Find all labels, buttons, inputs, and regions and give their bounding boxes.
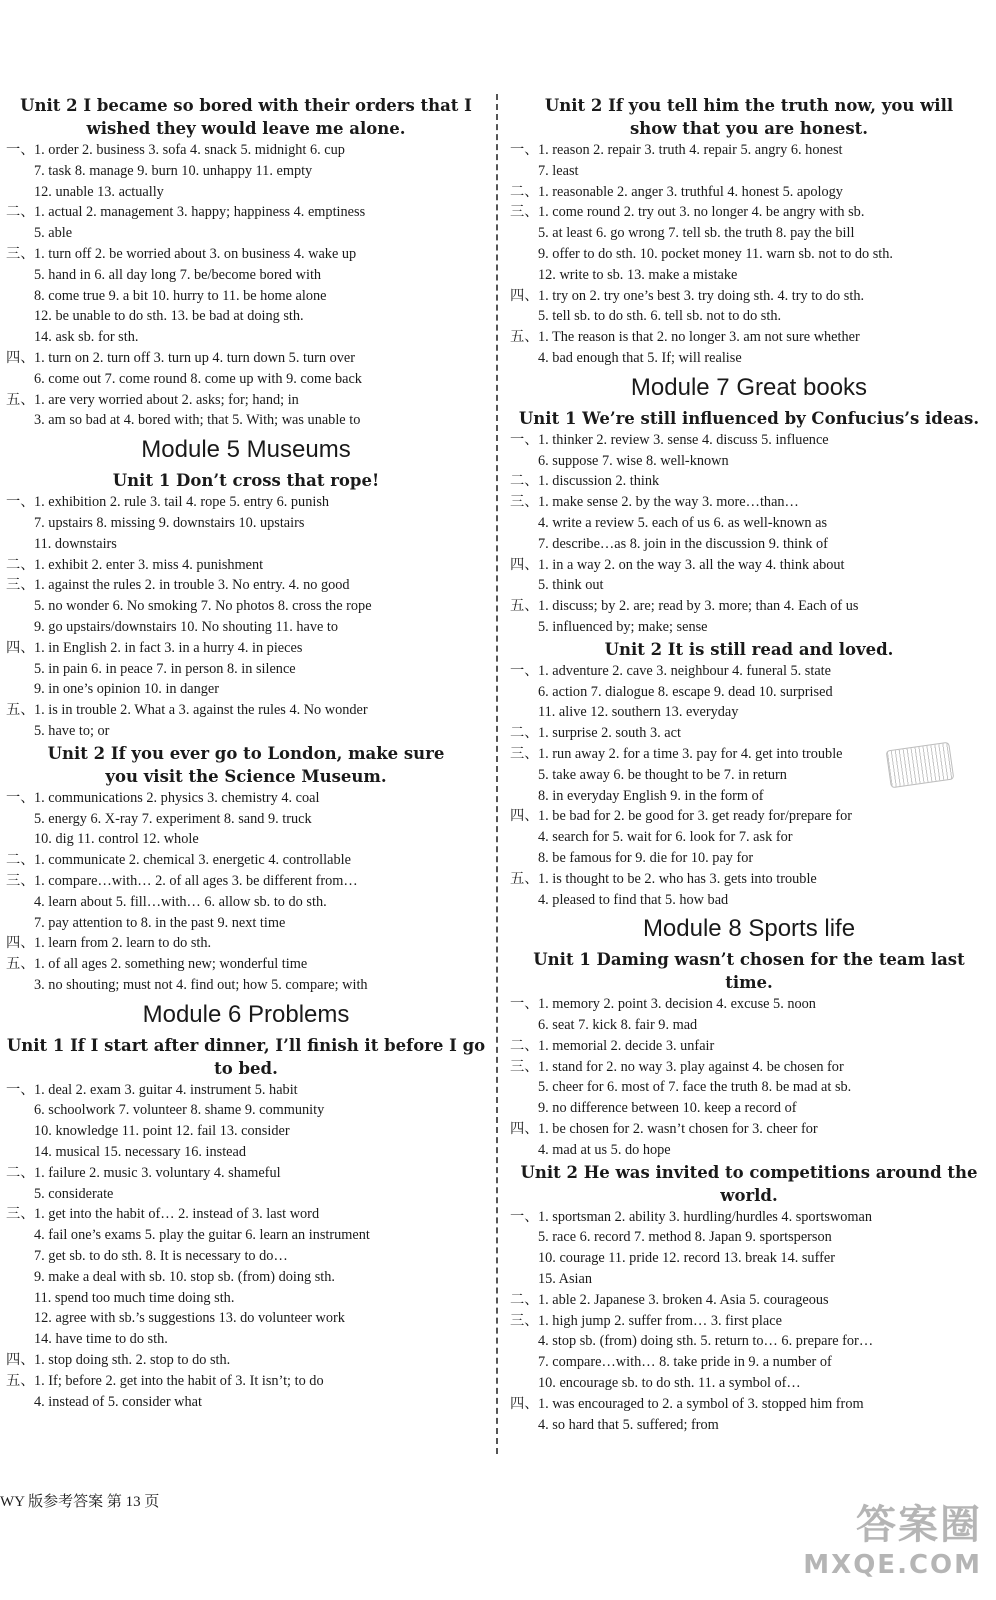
section-number: 二、 [510, 183, 539, 200]
answer-line: 3. no shouting; must not 4. find out; how 5. compare; with [34, 976, 368, 993]
answer-line: 4. bad enough that 5. If; will realise [538, 349, 742, 366]
answer-line: 1. make sense 2. by the way 3. more…than… [538, 494, 799, 511]
section-number: 一、 [510, 142, 539, 158]
answer-section [6, 788, 486, 850]
section-number: 五、 [6, 702, 35, 719]
unit-heading-line: Unit 1 We’re still influenced by Confucius’s ideas. [518, 408, 980, 428]
section-number: 一、 [510, 1208, 539, 1225]
unit-heading-line: wished they would leave me alone. [86, 119, 406, 138]
answer-lines [538, 1311, 988, 1394]
answer-section [6, 1163, 486, 1205]
answer-line: 5. hand in 6. all day long 7. be/become bored with [34, 266, 322, 283]
answer-section [510, 869, 988, 911]
section-number: 一、 [510, 662, 539, 679]
answer-lines [34, 575, 486, 637]
answer-lines [34, 850, 486, 871]
unit-heading [6, 1034, 486, 1080]
answer-section [510, 471, 988, 492]
answer-line: 10. encourage sb. to do sth. 11. a symbol of… [538, 1375, 801, 1392]
answer-section [6, 850, 486, 871]
section-number: 一、 [510, 431, 539, 448]
section-number: 三、 [510, 1312, 539, 1329]
answer-line: 1. failure 2. music 3. voluntary 4. shameful [34, 1164, 281, 1181]
answer-line: 7. task 8. manage 9. burn 10. unhappy 11. empty [34, 162, 313, 179]
answer-line: 4. fail one’s exams 5. play the guitar 6. learn an instrument [34, 1227, 370, 1244]
section-number: 三、 [510, 494, 539, 511]
answer-section [510, 723, 988, 744]
answer-section [510, 1119, 988, 1161]
answer-line: 14. ask sb. for sth. [34, 329, 139, 346]
answer-line: 1. turn off 2. be worried about 3. on business 4. wake up [34, 245, 357, 262]
answer-line: 12. unable 13. actually [34, 183, 164, 200]
answer-lines [34, 1371, 486, 1413]
answer-section [6, 555, 486, 576]
answer-section [6, 575, 486, 637]
section-number: 三、 [510, 1058, 539, 1075]
unit-heading-line: Unit 2 If you ever go to London, make sure [47, 743, 445, 763]
answer-lines [538, 994, 988, 1036]
answer-section [510, 661, 988, 723]
answer-line: 1. in English 2. in fact 3. in a hurry 4. in pieces [34, 639, 303, 656]
answer-line: 9. in one’s opinion 10. in danger [34, 681, 220, 698]
unit-heading-line: Unit 1 If I start after dinner, I’ll finish it before I go to bed. [6, 1035, 486, 1078]
unit-heading-line: Unit 2 If you tell him the truth now, you will [544, 96, 954, 115]
answer-line: 10. courage 11. pride 12. record 13. break 14. suffer [538, 1250, 835, 1267]
section-number: 三、 [6, 577, 35, 594]
answer-line: 5. at least 6. go wrong 7. tell sb. the truth 8. pay the bill [538, 225, 855, 242]
answer-section [6, 348, 486, 390]
answer-section [510, 327, 988, 369]
answer-lines [538, 806, 988, 868]
answer-line: 5. take away 6. be thought to be 7. in return [538, 766, 787, 783]
answer-line: 7. describe…as 8. join in the discussion 9. think of [538, 535, 828, 552]
module-heading: Module 5 Museums [141, 436, 351, 464]
answer-line: 7. least [538, 162, 579, 179]
answer-line: 1. try on 2. try one’s best 3. try doing sth. 4. try to do sth. [538, 287, 865, 304]
answer-lines [538, 471, 988, 492]
answer-line: 1. reason 2. repair 3. truth 4. repair 5. angry 6. honest [538, 142, 843, 158]
answer-lines [538, 430, 988, 472]
answer-section [6, 492, 486, 554]
answer-line: 5. energy 6. X-ray 7. experiment 8. sand 9. truck [34, 810, 312, 827]
section-number: 二、 [6, 852, 35, 869]
section-number: 五、 [6, 391, 35, 408]
answer-line: 1. order 2. business 3. sofa 4. snack 5. midnight 6. cup [34, 142, 345, 158]
answer-line: 11. alive 12. southern 13. everyday [538, 704, 739, 721]
answer-section [510, 140, 988, 182]
answer-line: 1. was encouraged to 2. a symbol of 3. stopped him from [538, 1395, 864, 1412]
unit-heading-line: you visit the Science Museum. [105, 766, 387, 786]
answer-lines [34, 555, 486, 576]
section-number: 一、 [6, 1081, 35, 1098]
answer-line: 1. exhibit 2. enter 3. miss 4. punishment [34, 556, 264, 573]
answer-line: 8. come true 9. a bit 10. hurry to 11. be home alone [34, 287, 327, 304]
answer-line: 1. get into the habit of… 2. instead of 3. last word [34, 1206, 320, 1223]
answer-line: 1. exhibition 2. rule 3. tail 4. rope 5. entry 6. punish [34, 494, 330, 511]
answer-line: 1. memory 2. point 3. decision 4. excuse 5. noon [538, 996, 816, 1013]
answer-line: 5. race 6. record 7. method 8. Japan 9. sportsperson [538, 1229, 832, 1246]
unit-heading [510, 1161, 988, 1207]
section-number: 一、 [6, 494, 35, 511]
answer-section [6, 1204, 486, 1350]
section-number: 三、 [6, 245, 35, 262]
unit-heading-line: Unit 2 It is still read and loved. [604, 639, 894, 659]
unit-heading [510, 94, 988, 140]
section-number: 四、 [510, 287, 539, 304]
unit-heading-line: show that you are honest. [629, 119, 869, 138]
answer-line: 1. be chosen for 2. wasn’t chosen for 3. cheer for [538, 1121, 818, 1138]
section-number: 四、 [510, 808, 539, 825]
answer-section [6, 700, 486, 742]
section-number: 一、 [6, 142, 35, 158]
column-divider [496, 94, 498, 1454]
answer-section [6, 1350, 486, 1371]
answer-lines [34, 348, 486, 390]
answer-line: 7. pay attention to 8. in the past 9. next time [34, 914, 286, 931]
answer-line: 1. communicate 2. chemical 3. energetic 4. controllable [34, 852, 351, 869]
answer-line: 12. agree with sb.’s suggestions 13. do volunteer work [34, 1310, 345, 1327]
answer-line: 5. think out [538, 577, 604, 594]
answer-line: 1. against the rules 2. in trouble 3. No entry. 4. no good [34, 577, 350, 594]
answer-lines [538, 661, 988, 723]
answer-section [6, 638, 486, 700]
answer-line: 14. musical 15. necessary 16. instead [34, 1144, 247, 1161]
answer-lines [34, 1163, 486, 1205]
answer-line: 12. write to sb. 13. make a mistake [538, 266, 738, 283]
section-number: 四、 [6, 349, 35, 366]
answer-lines [538, 1290, 988, 1311]
answer-lines [538, 555, 988, 597]
answer-line: 1. run away 2. for a time 3. pay for 4. get into trouble [538, 745, 843, 762]
answer-lines [538, 286, 988, 328]
answer-line: 4. instead of 5. consider what [34, 1393, 202, 1410]
answer-line: 4. search for 5. wait for 6. look for 7. ask for [538, 829, 793, 846]
answer-line: 5. in pain 6. in peace 7. in person 8. in silence [34, 660, 296, 677]
answer-line: 4. learn about 5. fill…with… 6. allow sb. to do sth. [34, 893, 327, 910]
answer-line: 1. The reason is that 2. no longer 3. am not sure whether [538, 329, 860, 346]
answer-lines [34, 492, 486, 554]
module-heading: Module 6 Problems [142, 1000, 350, 1028]
answer-line: 1. stop doing sth. 2. stop to do sth. [34, 1352, 231, 1369]
answer-line: 1. adventure 2. cave 3. neighbour 4. funeral 5. state [538, 662, 831, 679]
answer-line: 6. come out 7. come round 8. come up with 9. come back [34, 370, 362, 387]
answer-line: 4. stop sb. (from) doing sth. 5. return to… 6. prepare for… [538, 1333, 874, 1350]
section-number: 四、 [6, 1352, 35, 1369]
answer-line: 1. discuss; by 2. are; read by 3. more; than 4. Each of us [538, 598, 859, 615]
answer-lines [538, 869, 988, 911]
module-heading: Module 7 Great books [630, 373, 868, 401]
answer-line: 1. learn from 2. learn to do sth. [34, 935, 212, 952]
answer-line: 5. have to; or [34, 722, 110, 739]
answer-line: 4. so hard that 5. suffered; from [538, 1416, 719, 1433]
answer-line: 5. able [34, 225, 73, 242]
section-number: 二、 [6, 204, 35, 221]
section-number: 四、 [6, 639, 35, 656]
answer-lines [34, 700, 486, 742]
answer-line: 9. no difference between 10. keep a record of [538, 1100, 797, 1117]
unit-heading-line: Unit 2 I became so bored with their orders that I [20, 96, 472, 115]
answer-line: 10. knowledge 11. point 12. fail 13. consider [34, 1123, 290, 1140]
answer-line: 5. tell sb. to do sth. 6. tell sb. not to do sth. [538, 308, 782, 325]
answer-section [510, 1311, 988, 1394]
section-number: 三、 [6, 872, 35, 889]
answer-lines [538, 1394, 988, 1436]
answer-line: 1. is thought to be 2. who has 3. gets into trouble [538, 870, 817, 887]
answer-section [510, 1036, 988, 1057]
unit-heading-line: Unit 1 Don’t cross that rope! [112, 471, 380, 491]
section-number: 四、 [510, 556, 539, 573]
answer-section [6, 954, 486, 996]
answer-lines [34, 244, 486, 348]
unit-heading [510, 407, 988, 430]
answer-section [510, 1290, 988, 1311]
answer-lines [34, 202, 486, 244]
section-number: 二、 [510, 473, 539, 490]
answer-lines [538, 596, 988, 638]
unit-heading [6, 742, 486, 788]
answer-lines [34, 871, 486, 933]
answer-line: 7. compare…with… 8. take pride in 9. a number of [538, 1354, 832, 1371]
unit-heading-line: Unit 2 He was invited to competitions around the world. [520, 1162, 978, 1205]
unit-heading [510, 638, 988, 661]
answer-lines [34, 933, 486, 954]
answer-lines [538, 723, 988, 744]
unit-heading-line: Unit 1 Daming wasn’t chosen for the team last time. [533, 950, 965, 993]
answer-line: 9. make a deal with sb. 10. stop sb. (from) doing sth. [34, 1268, 335, 1285]
left-column [6, 94, 486, 1412]
answer-line: 1. actual 2. management 3. happy; happiness 4. emptiness [34, 204, 366, 221]
answer-line: 8. in everyday English 9. in the form of [538, 787, 764, 804]
answer-section [6, 140, 486, 202]
answer-line: 1. memorial 2. decide 3. unfair [538, 1037, 715, 1054]
answer-line: 1. thinker 2. review 3. sense 4. discuss 5. influence [538, 431, 829, 448]
answer-lines [538, 492, 988, 554]
answer-line: 6. schoolwork 7. volunteer 8. shame 9. community [34, 1102, 325, 1119]
answer-line: 4. mad at us 5. do hope [538, 1141, 671, 1158]
answer-lines [34, 1080, 486, 1163]
answer-line: 11. spend too much time doing sth. [34, 1289, 235, 1306]
answer-lines [538, 182, 988, 203]
answer-lines [34, 1204, 486, 1350]
answer-line: 1. of all ages 2. something new; wonderful time [34, 956, 308, 973]
answer-line: 1. If; before 2. get into the habit of 3. It isn’t; to do [34, 1372, 324, 1389]
unit-heading [510, 948, 988, 994]
section-number: 二、 [6, 1164, 35, 1181]
section-number: 二、 [510, 1291, 539, 1308]
answer-section [6, 202, 486, 244]
section-number: 五、 [510, 870, 539, 887]
answer-lines [538, 327, 988, 369]
section-number: 二、 [510, 1037, 539, 1054]
section-number: 一、 [510, 996, 539, 1013]
section-number: 四、 [510, 1121, 539, 1138]
section-number: 五、 [6, 1372, 35, 1389]
section-number: 二、 [6, 556, 35, 573]
answer-line: 1. sportsman 2. ability 3. hurdling/hurdles 4. sportswoman [538, 1208, 872, 1225]
answer-line: 6. action 7. dialogue 8. escape 9. dead 10. surprised [538, 683, 833, 700]
answer-line: 1. turn on 2. turn off 3. turn up 4. turn down 5. turn over [34, 349, 355, 366]
answer-line: 1. in a way 2. on the way 3. all the way 4. think about [538, 556, 845, 573]
answer-line: 3. am so bad at 4. bored with; that 5. With; was unable to [34, 412, 361, 429]
answer-section [510, 182, 988, 203]
watermark-url: MXQE.COM [803, 1550, 982, 1580]
answer-section [510, 1394, 988, 1436]
answer-lines [34, 1350, 486, 1371]
unit-heading [6, 469, 486, 492]
answer-line: 1. deal 2. exam 3. guitar 4. instrument 5. habit [34, 1081, 298, 1098]
answer-line: 12. be unable to do sth. 13. be bad at doing sth. [34, 308, 304, 325]
answer-line: 5. no wonder 6. No smoking 7. No photos 8. cross the rope [34, 598, 372, 615]
answer-line: 1. stand for 2. no way 3. play against 4. be chosen for [538, 1058, 844, 1075]
answer-line: 9. offer to do sth. 10. pocket money 11. warn sb. not to do sth. [538, 245, 893, 262]
answer-line: 7. get sb. to do sth. 8. It is necessary to do… [34, 1248, 288, 1265]
answer-line: 1. are very worried about 2. asks; for; hand; in [34, 391, 299, 408]
answer-line: 1. discussion 2. think [538, 473, 660, 490]
answer-section [6, 390, 486, 432]
module-heading: Module 8 Sports life [642, 915, 856, 943]
watermark-logo [782, 1500, 982, 1590]
answer-lines [538, 1057, 988, 1119]
answer-line: 14. have time to do sth. [34, 1331, 168, 1348]
answer-line: 5. influenced by; make; sense [538, 618, 708, 635]
answer-line: 15. Asian [538, 1271, 593, 1288]
answer-lines [538, 1119, 988, 1161]
section-number: 二、 [510, 725, 539, 742]
section-number: 三、 [6, 1206, 35, 1223]
section-number: 五、 [510, 598, 539, 615]
answer-line: 1. be bad for 2. be good for 3. get ready for/prepare for [538, 808, 853, 825]
answer-line: 1. is in trouble 2. What a 3. against the rules 4. No wonder [34, 702, 368, 719]
answer-line: 7. upstairs 8. missing 9. downstairs 10. upstairs [34, 514, 305, 531]
answer-section [510, 596, 988, 638]
answer-lines [34, 954, 486, 996]
answer-line: 5. considerate [34, 1185, 114, 1202]
answer-lines [34, 140, 486, 202]
answer-line: 6. seat 7. kick 8. fair 9. mad [538, 1017, 698, 1034]
answer-line: 1. reasonable 2. anger 3. truthful 4. honest 5. apology [538, 183, 843, 200]
answer-line: 1. come round 2. try out 3. no longer 4. be angry with sb. [538, 204, 865, 221]
answer-line: 6. suppose 7. wise 8. well-known [538, 452, 729, 469]
page-footer: WY 版参考答案 第 13 页 [0, 1494, 160, 1510]
answer-line: 8. be famous for 9. die for 10. pay for [538, 849, 754, 866]
answer-section [6, 1371, 486, 1413]
answer-line: 9. go upstairs/downstairs 10. No shouting 11. have to [34, 618, 339, 635]
answer-section [510, 555, 988, 597]
answer-lines [34, 638, 486, 700]
answer-section [510, 994, 988, 1036]
answer-line: 10. dig 11. control 12. whole [34, 831, 199, 848]
answer-line: 1. compare…with… 2. of all ages 3. be different from… [34, 872, 358, 889]
section-number: 三、 [510, 204, 539, 221]
answer-section [510, 286, 988, 328]
answer-section [510, 430, 988, 472]
answer-line: 1. high jump 2. suffer from… 3. first place [538, 1312, 782, 1329]
section-number: 五、 [510, 329, 539, 346]
answer-section [510, 202, 988, 285]
section-number: 五、 [6, 956, 35, 973]
answer-section [510, 806, 988, 868]
answer-lines [538, 1036, 988, 1057]
answer-section [510, 1057, 988, 1119]
answer-line: 4. write a review 5. each of us 6. as well-known as [538, 514, 828, 531]
answer-section [510, 492, 988, 554]
answer-line: 4. pleased to find that 5. how bad [538, 891, 729, 908]
section-number: 三、 [510, 745, 539, 762]
watermark-text: 答案圈 [856, 1502, 982, 1548]
answer-lines [538, 140, 988, 182]
answer-line: 11. downstairs [34, 535, 117, 552]
unit-heading [6, 94, 486, 140]
answer-line: 1. able 2. Japanese 3. broken 4. Asia 5. courageous [538, 1291, 829, 1308]
section-number: 四、 [510, 1395, 539, 1412]
answer-lines [34, 390, 486, 432]
answer-line: 1. communications 2. physics 3. chemistry 4. coal [34, 789, 320, 806]
answer-lines [538, 202, 988, 285]
section-number: 一、 [6, 789, 35, 806]
answer-section [510, 1207, 988, 1290]
answer-section [6, 933, 486, 954]
answer-section [6, 244, 486, 348]
answer-lines [538, 1207, 988, 1290]
answer-section [6, 1080, 486, 1163]
answer-lines [34, 788, 486, 850]
answer-section [6, 871, 486, 933]
answer-line: 1. surprise 2. south 3. act [538, 725, 681, 742]
section-number: 四、 [6, 935, 35, 952]
answer-line: 5. cheer for 6. most of 7. face the truth 8. be mad at sb. [538, 1079, 852, 1096]
